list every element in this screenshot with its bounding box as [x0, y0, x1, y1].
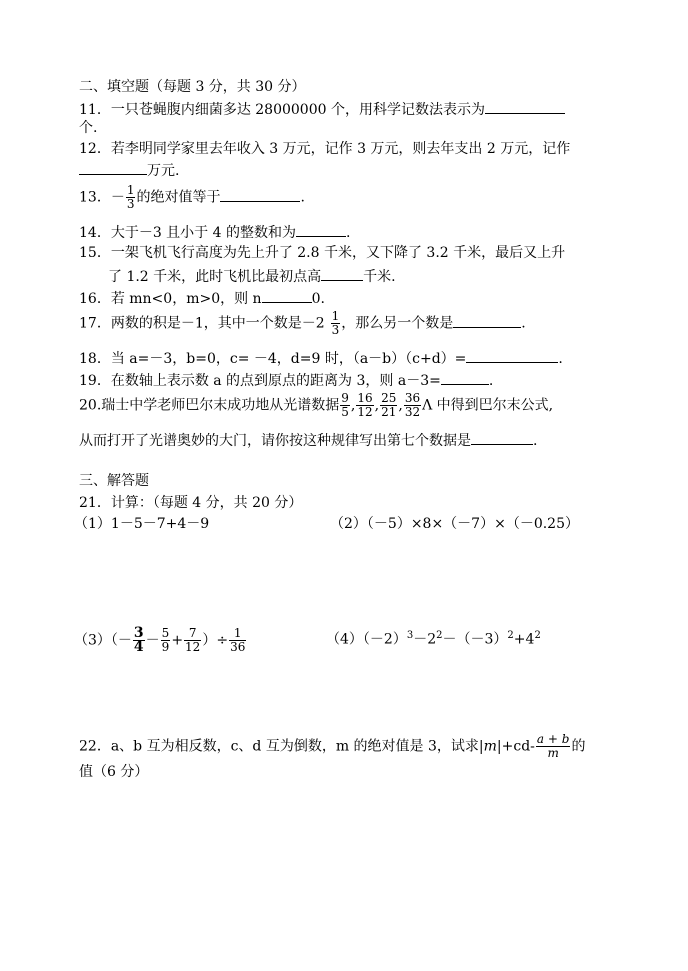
- q21-p4-mid2: －（－3）: [442, 631, 508, 648]
- q20-frac-2-den: 12: [357, 405, 373, 419]
- q16-blank[interactable]: [262, 288, 312, 303]
- q17-num: 1: [331, 309, 340, 323]
- q21-part2: （2）（－5）×8×（－7）×（－0.25）: [330, 516, 579, 532]
- q21-p3-pre: （3）（－: [74, 632, 132, 649]
- q13-pre: 13．－: [79, 189, 125, 206]
- q21-p3-f3n: 7: [184, 627, 201, 641]
- q19-pre: 19．在数轴上表示数 a 的点到原点的距离为 3，则 a－3=: [79, 373, 441, 389]
- q20-frac-4-den: 32: [404, 405, 421, 419]
- q22-cont: 值（6 分）: [79, 764, 149, 780]
- q20-cont-text: 从而打开了光谱奥妙的大门，请你按这种规律写出第七个数据是: [79, 433, 471, 449]
- q13-den: 3: [126, 197, 135, 211]
- q12-text: 12．若李明同学家里去年收入 3 万元，记作 3 万元，则去年支出 2 万元，记作: [79, 141, 571, 157]
- q21-p3-close: ）÷: [202, 632, 229, 649]
- q13-end: .: [300, 189, 305, 206]
- q20-frac-3-den: 21: [381, 405, 397, 419]
- q17-den: 3: [331, 323, 340, 337]
- q17-post: ，那么另一个数是: [341, 315, 454, 332]
- q21-p3-f2n: 5: [161, 626, 170, 640]
- q20-blank[interactable]: [471, 430, 533, 445]
- q20-frac-2: [356, 392, 373, 419]
- q15-cont-post: 千米.: [363, 269, 396, 285]
- q22-abs: |m|: [478, 738, 502, 755]
- q14-blank[interactable]: [296, 222, 346, 237]
- q21-p4-mid: －2: [413, 631, 437, 648]
- q20-frac-4-num: 36: [404, 391, 421, 405]
- q17-pre: 17．两数的积是－1，其中一个数是－2: [79, 315, 325, 332]
- q22: [79, 733, 585, 760]
- q17-end: .: [521, 315, 526, 332]
- q20-end: .: [533, 433, 538, 449]
- q11-blank[interactable]: [485, 99, 565, 114]
- q15-blank[interactable]: [321, 266, 363, 281]
- q20-frac-3-num: 25: [381, 391, 397, 405]
- q16-end: 0.: [311, 291, 325, 307]
- q13-num: 1: [126, 183, 135, 197]
- q15-cont: [108, 266, 396, 286]
- q21-part3: [74, 627, 247, 654]
- q18-pre: 18．当 a=－3，b=0，c= －4，d=9 时，（a－b）（c+d）=: [79, 351, 467, 367]
- q12-blank[interactable]: [79, 160, 147, 175]
- q21-part4: [326, 627, 541, 649]
- q17: [79, 310, 526, 337]
- q14-end: .: [345, 225, 351, 241]
- q22-pre: 22．a、b 互为相反数，c、d 互为倒数，m 的绝对值是 3，试求: [79, 738, 479, 755]
- q21-p3-f1n: 3: [133, 625, 144, 641]
- q19: [79, 370, 493, 390]
- q22-num: a + b: [536, 732, 570, 746]
- q21-p4-e2: 2: [436, 630, 443, 641]
- q14-text: 14．大于－3 且小于 4 的整数和为: [79, 225, 296, 241]
- q21-p3-f4n: 1: [229, 627, 246, 641]
- q22-mid: +cd-: [501, 738, 535, 755]
- q14: [79, 222, 350, 242]
- q12-cont: [79, 160, 179, 180]
- q19-blank[interactable]: [441, 370, 489, 385]
- q15-text: 15．一架飞机飞行高度为先上升了 2.8 千米，又下降了 3.2 千米，最后又上升: [79, 245, 566, 261]
- q11-text: 11．一只苍蝇腹内细菌多达 28000000 个，用科学记数法表示为: [79, 102, 485, 118]
- section2-title: 二、填空题（每题 3 分，共 30 分）: [79, 79, 306, 95]
- q13-post: 的绝对值等于: [136, 189, 221, 206]
- q19-end: .: [488, 373, 494, 389]
- q20-cont: [79, 430, 537, 450]
- q21-p3-frac3: [184, 627, 201, 654]
- q21-p3-f2d: 9: [161, 640, 170, 654]
- q20-pre: 20.瑞士中学老师巴尔末成功地从光谱数据: [79, 397, 340, 414]
- q18-end: .: [558, 351, 563, 367]
- q21-p3-f3d: 12: [185, 640, 201, 654]
- q12-cont-text: 万元.: [147, 163, 180, 179]
- q20-frac-4: [404, 392, 421, 419]
- q13-blank[interactable]: [220, 187, 300, 202]
- q20-frac-3: [380, 392, 397, 419]
- q21-p3-frac4: [229, 627, 246, 654]
- q11-cont: 个.: [79, 120, 98, 136]
- q21-p3-frac2: [161, 627, 171, 654]
- q15-cont-pre: 了 1.2 千米，此时飞机比最初点高: [108, 269, 322, 285]
- q22-fraction: [536, 733, 571, 760]
- q20-frac-1: [340, 392, 350, 419]
- q21-p3-f4d: 36: [230, 640, 246, 654]
- q20-frac-1-den: 5: [341, 405, 349, 419]
- q21-p3-f1d: 4: [133, 639, 144, 655]
- q20-post: Λ 中得到巴尔末公式,: [422, 397, 554, 414]
- q21-p3-frac1: [133, 627, 145, 654]
- q20-frac-1-num: 9: [341, 391, 349, 405]
- q11: [79, 99, 565, 119]
- q16-pre: 16．若 mn<0，m>0，则 n: [79, 291, 262, 307]
- q21-part1: （1）1－5－7+4－9: [74, 516, 210, 532]
- q18-blank[interactable]: [466, 348, 558, 363]
- q18: [79, 348, 563, 368]
- q21-p4-e3: 2: [507, 630, 514, 641]
- q21-p4-end: +4: [513, 631, 535, 648]
- q13: [79, 184, 305, 211]
- q22-post: 的: [571, 738, 586, 755]
- q21-p4-e4: 2: [534, 630, 541, 641]
- q21-p4-pre: （4）（－2）: [326, 631, 407, 648]
- q13-fraction: [126, 184, 136, 211]
- section3-title: 三、解答题: [79, 473, 149, 489]
- q20: 20.瑞士中学老师巴尔末成功地从光谱数据 $\frac{9}{5}$ , $\frac{16}{12}$ , $\frac{25}{21}$ , $\frac{36}{32}$ Λ 中得到巴尔末公式,: [79, 391, 554, 419]
- q21-p4-e1: 3: [406, 630, 414, 641]
- q22-den: m: [547, 746, 559, 760]
- q17-fraction: [331, 310, 341, 337]
- q20-frac-2-num: 16: [357, 391, 373, 405]
- q16: [79, 288, 325, 308]
- q21-p3-minus: －: [145, 632, 160, 649]
- q17-blank[interactable]: [453, 313, 521, 328]
- q21-p3-plus: +: [171, 632, 184, 649]
- q21-title: 21．计算：（每题 4 分，共 20 分）: [79, 495, 303, 511]
